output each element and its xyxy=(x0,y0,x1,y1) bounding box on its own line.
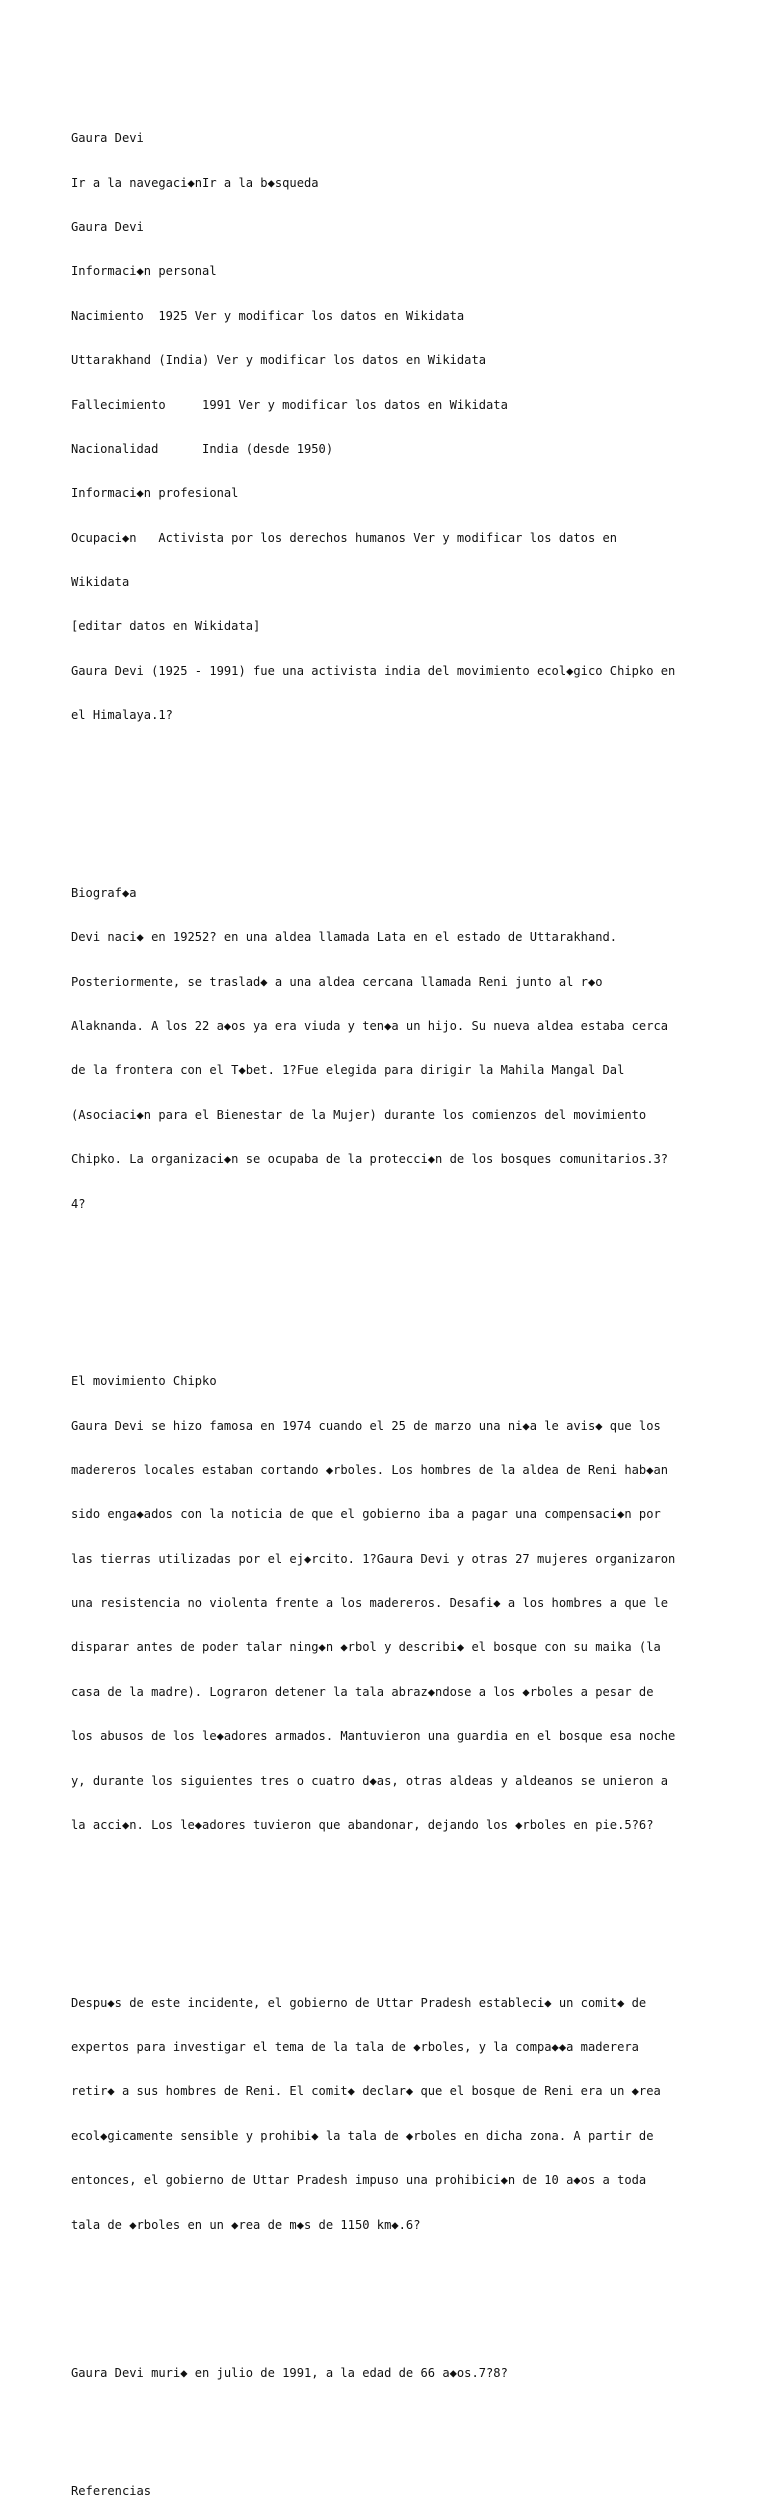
infobox-title: Gaura Devi xyxy=(71,219,144,234)
paragraph-line: de la frontera con el T◆bet. 1?Fue elegida para dirigir la Mahila Mangal Dal xyxy=(71,1063,625,1078)
section-despues xyxy=(71,1966,731,2262)
paragraph-line: 4? xyxy=(71,1196,86,1211)
spacer xyxy=(71,797,731,812)
infobox-nationality: Nacionalidad India (desde 1950) xyxy=(71,441,334,456)
paragraph-line: Despu◆s de este incidente, el gobierno de Uttar Pradesh estableci◆ un comit◆ de xyxy=(71,1995,647,2010)
paragraph-line: casa de la madre). Lograron detener la tala abraz◆ndose a los ◆rboles a pesar de xyxy=(71,1684,654,1699)
spacer xyxy=(71,2425,731,2440)
spacer xyxy=(71,1907,731,1922)
section-biografia xyxy=(71,856,731,1241)
paragraph-line: la acci◆n. Los le◆adores tuvieron que abandonar, dejando los ◆rboles en pie.5?6? xyxy=(71,1818,654,1833)
header-block xyxy=(71,102,731,753)
infobox-death: Fallecimiento 1991 Ver y modificar los datos en Wikidata xyxy=(71,397,508,412)
infobox-section-personal: Informaci◆n personal xyxy=(71,264,217,279)
paragraph-line: disparar antes de poder talar ning◆n ◆rbol y describi◆ el bosque con su maika (la xyxy=(71,1640,661,1655)
paragraph-line: entonces, el gobierno de Uttar Pradesh impuso una prohibici◆n de 10 a◆os a toda xyxy=(71,2173,647,2188)
navigation-links: Ir a la navegaci◆nIr a la b◆squeda xyxy=(71,175,319,190)
section-chipko xyxy=(71,1345,731,1863)
paragraph-line: y, durante los siguientes tres o cuatro d◆as, otras aldeas y aldeanos se unieron a xyxy=(71,1773,669,1788)
paragraph-line: Devi naci◆ en 19252? en una aldea llamada Lata en el estado de Uttarakhand. xyxy=(71,930,618,945)
edit-wikidata-link: [editar datos en Wikidata] xyxy=(71,619,261,634)
paragraph-line: expertos para investigar el tema de la tala de ◆rboles, y la compa◆◆a maderera xyxy=(71,2039,639,2054)
section-heading-chipko: El movimiento Chipko xyxy=(71,1374,217,1389)
paragraph-line: Posteriormente, se traslad◆ a una aldea cercana llamada Reni junto al r◆o xyxy=(71,974,603,989)
paragraph-line: los abusos de los le◆adores armados. Mantuvieron una guardia en el bosque esa noche xyxy=(71,1729,676,1744)
spacer xyxy=(71,2306,731,2321)
section-heading-referencias: Referencias xyxy=(71,2483,152,2498)
paragraph-line: una resistencia no violenta frente a los madereros. Desafi◆ a los hombres a que le xyxy=(71,1596,669,1611)
paragraph-line: tala de ◆rboles en un ◆rea de m◆s de 1150 km◆.6? xyxy=(71,2217,421,2232)
document-body xyxy=(71,72,731,2513)
spacer xyxy=(71,1285,731,1300)
paragraph-line: sido enga◆ados con la noticia de que el gobierno iba a pagar una compensaci◆n por xyxy=(71,1507,661,1522)
infobox-birthplace: Uttarakhand (India) Ver y modificar los datos en Wikidata xyxy=(71,353,487,368)
paragraph-line: retir◆ a sus hombres de Reni. El comit◆ declar◆ que el bosque de Reni era un ◆rea xyxy=(71,2084,661,2099)
paragraph-line: las tierras utilizadas por el ej◆rcito. 1?Gaura Devi y otras 27 mujeres organizaron xyxy=(71,1551,676,1566)
paragraph-line: ecol◆gicamente sensible y prohibi◆ la tala de ◆rboles en dicha zona. A partir de xyxy=(71,2128,654,2143)
paragraph-line: Gaura Devi se hizo famosa en 1974 cuando el 25 de marzo una ni◆a le avis◆ que los xyxy=(71,1418,661,1433)
infobox-section-professional: Informaci◆n profesional xyxy=(71,486,239,501)
section-heading-biografia: Biograf◆a xyxy=(71,885,137,900)
paragraph-line: Alaknanda. A los 22 a◆os ya era viuda y ten◆a un hijo. Su nueva aldea estaba cerca xyxy=(71,1019,669,1033)
paragraph-line: Chipko. La organizaci◆n se ocupaba de la protecci◆n de los bosques comunitarios.3? xyxy=(71,1152,669,1167)
paragraph-line: madereros locales estaban cortando ◆rboles. Los hombres de la aldea de Reni hab◆an xyxy=(71,1462,669,1477)
intro-paragraph-cont: el Himalaya.1? xyxy=(71,708,173,723)
paragraph-line: (Asociaci◆n para el Bienestar de la Mujer) durante los comienzos del movimiento xyxy=(71,1107,647,1122)
infobox-occupation: Ocupaci◆n Activista por los derechos humanos Ver y modificar los datos en xyxy=(71,530,618,545)
intro-paragraph: Gaura Devi (1925 - 1991) fue una activista india del movimiento ecol◆gico Chipko en xyxy=(71,663,676,678)
death-paragraph: Gaura Devi muri◆ en julio de 1991, a la edad de 66 a◆os.7?8? xyxy=(71,2365,508,2380)
infobox-occupation-cont: Wikidata xyxy=(71,575,130,590)
infobox-birth: Nacimiento 1925 Ver y modificar los datos en Wikidata xyxy=(71,308,465,323)
article-title: Gaura Devi xyxy=(71,131,144,146)
